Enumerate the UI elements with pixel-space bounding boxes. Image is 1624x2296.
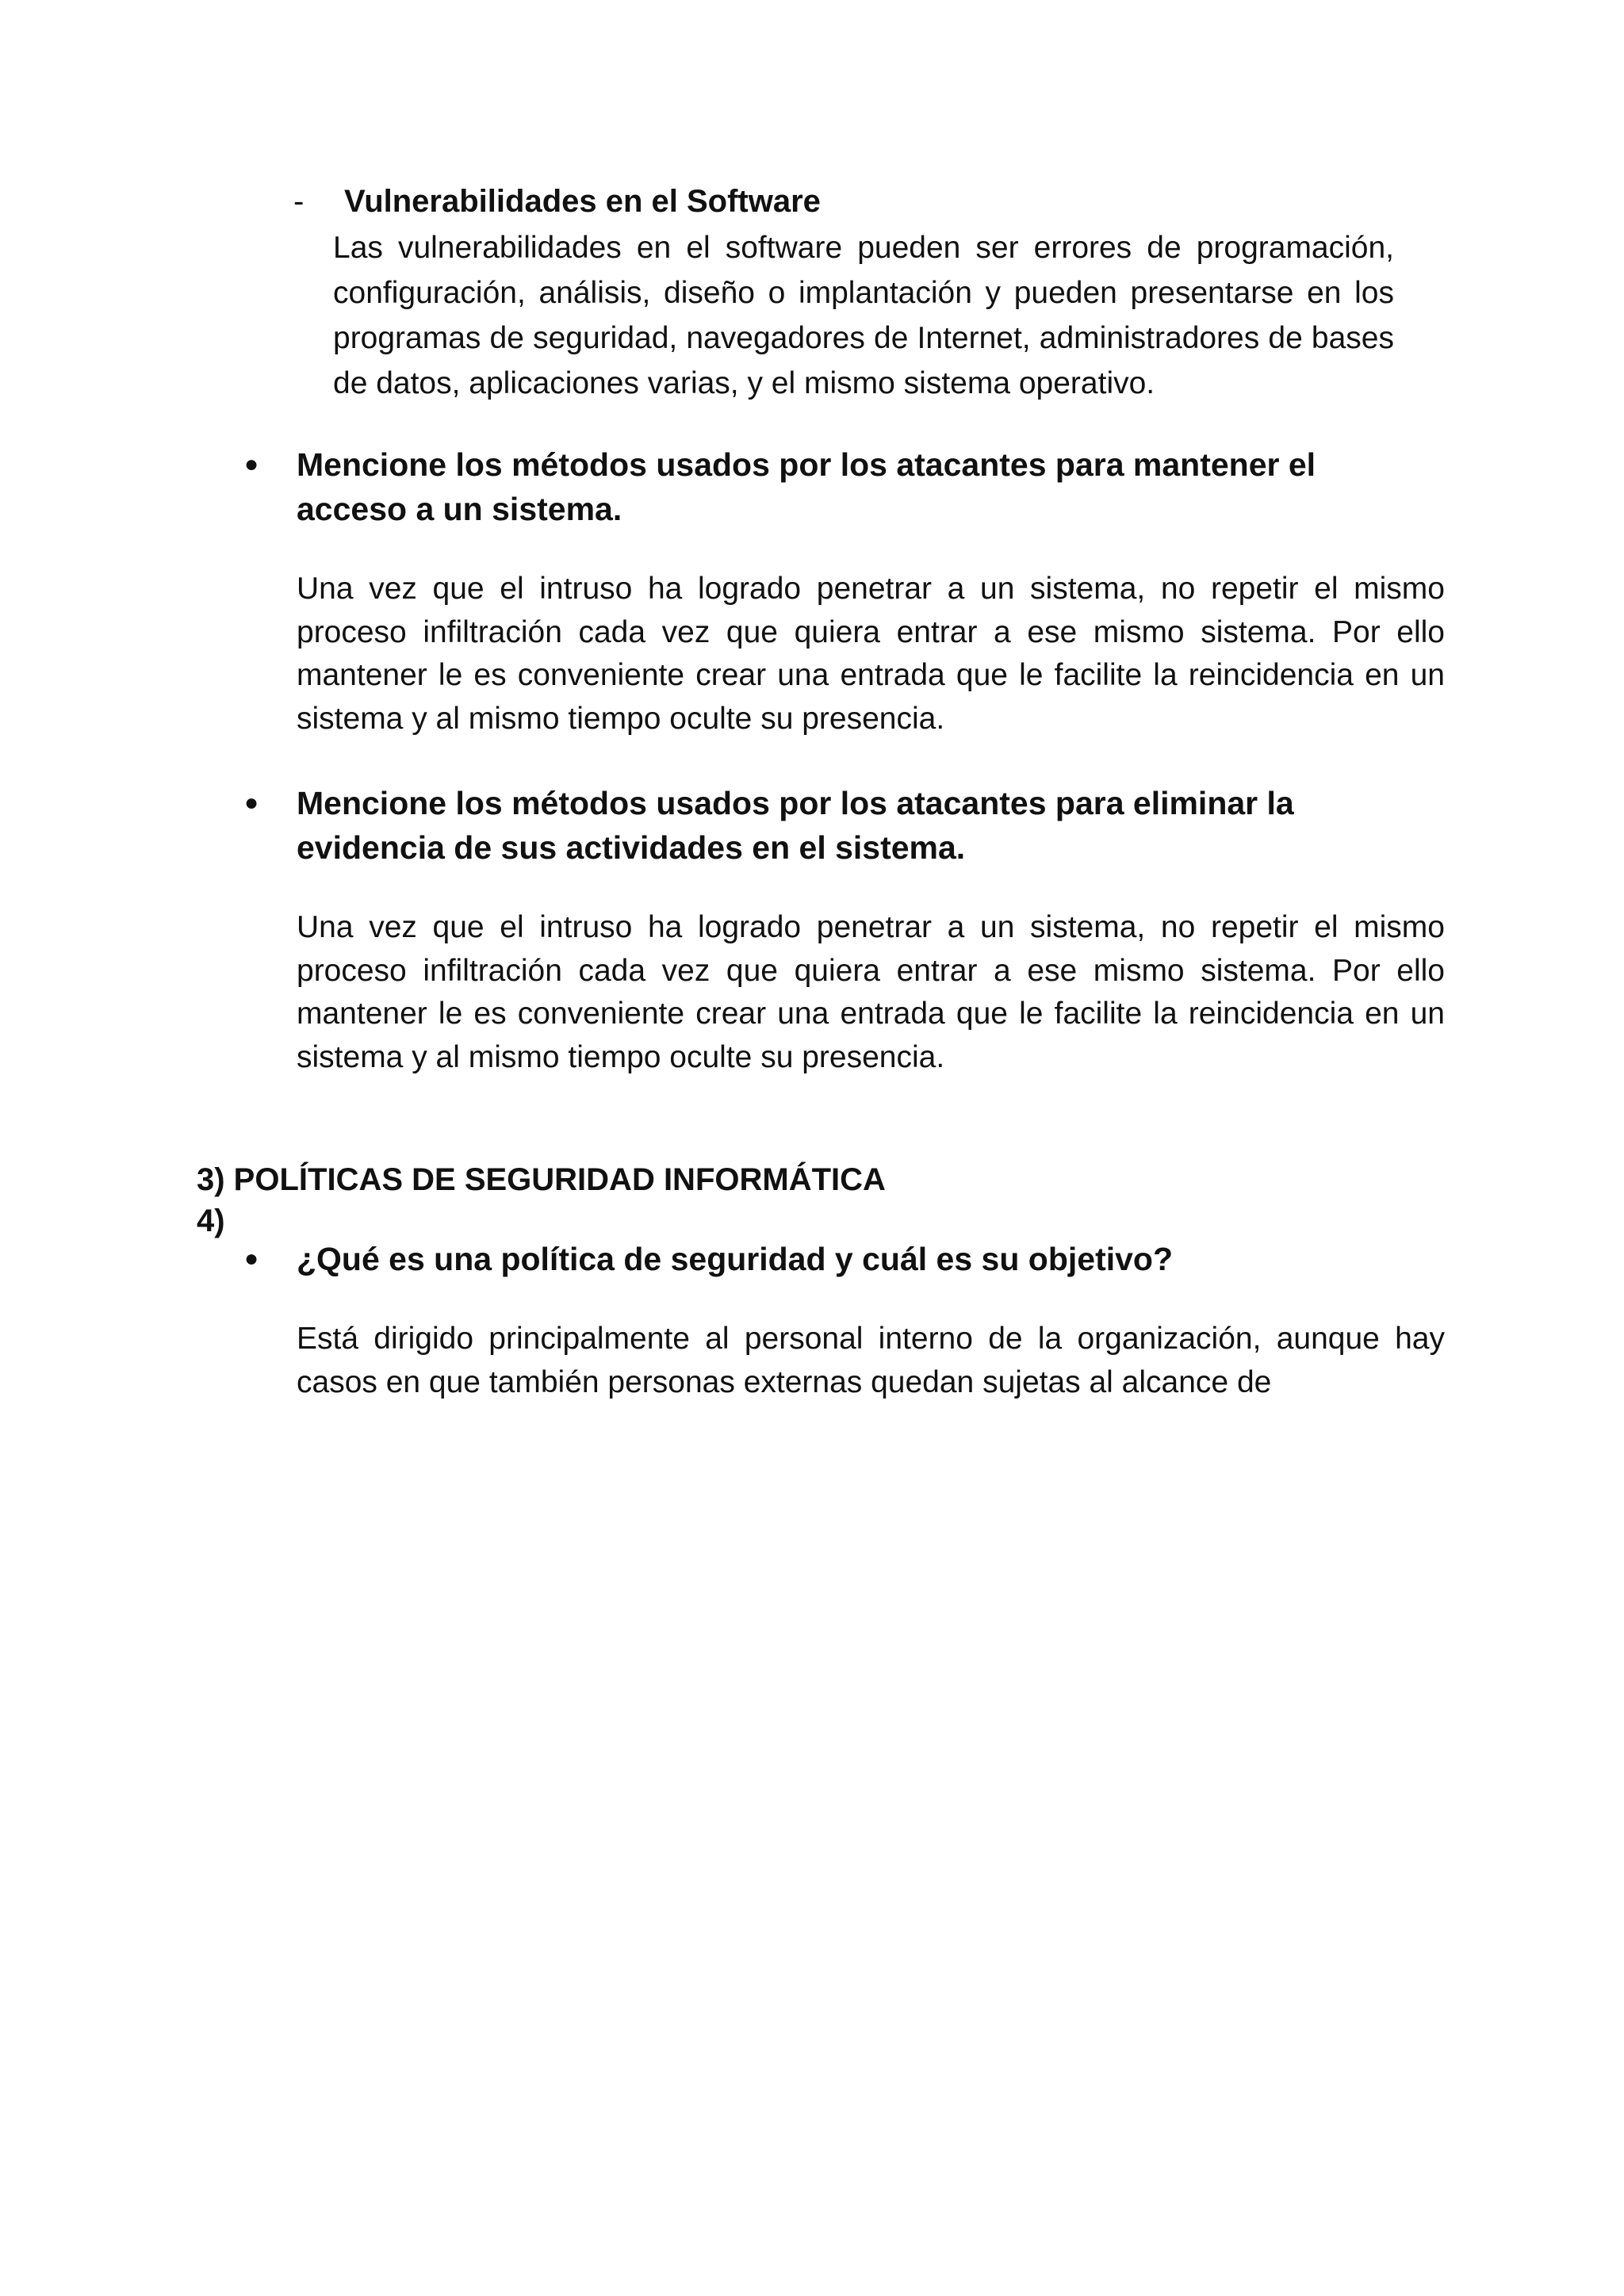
dash-marker: - <box>293 184 304 219</box>
answer-paragraph: Está dirigido principalmente al personal interno de la organización, aunque hay casos en que también personas externas quedan sujetas al alcance de <box>297 1322 1445 1399</box>
section-subheading: 4) <box>197 1203 225 1238</box>
vulnerabilities-heading: Vulnerabilidades en el Software <box>344 184 821 219</box>
question-text: Mencione los métodos usados por los atacantes para eliminar la evidencia de sus actividades en el sistema. <box>297 785 1294 866</box>
bullet-marker: ● <box>244 790 259 816</box>
question-text: ¿Qué es una política de seguridad y cuál es su objetivo? <box>297 1241 1173 1277</box>
vulnerabilities-paragraph: Las vulnerabilidades en el software pueden ser errores de programación, configuración, análisis, diseño o implantación y pueden presentarse en los programas de seguridad, navegadores de Internet, administradores de bases de datos, aplicaciones varias, y el mismo sistema operativo. <box>333 231 1394 400</box>
bullet-marker: ● <box>244 451 259 477</box>
answer-paragraph: Una vez que el intruso ha logrado penetrar a un sistema, no repetir el mismo proceso infiltración cada vez que quiera entrar a ese mismo sistema. Por ello mantener le es conveniente crear una entrada que le facilite la reincidencia en un sistema y al mismo tiempo oculte su presencia. <box>297 910 1445 1074</box>
answer-paragraph: Una vez que el intruso ha logrado penetrar a un sistema, no repetir el mismo proceso infiltración cada vez que quiera entrar a ese mismo sistema. Por ello mantener le es conveniente crear una entrada que le facilite la reincidencia en un sistema y al mismo tiempo oculte su presencia. <box>297 572 1445 736</box>
section-heading: 3) POLÍTICAS DE SEGURIDAD INFORMÁTICA <box>197 1162 886 1197</box>
question-text: Mencione los métodos usados por los atacantes para mantener el acceso a un sistema. <box>297 446 1316 527</box>
bullet-marker: ● <box>244 1246 259 1272</box>
